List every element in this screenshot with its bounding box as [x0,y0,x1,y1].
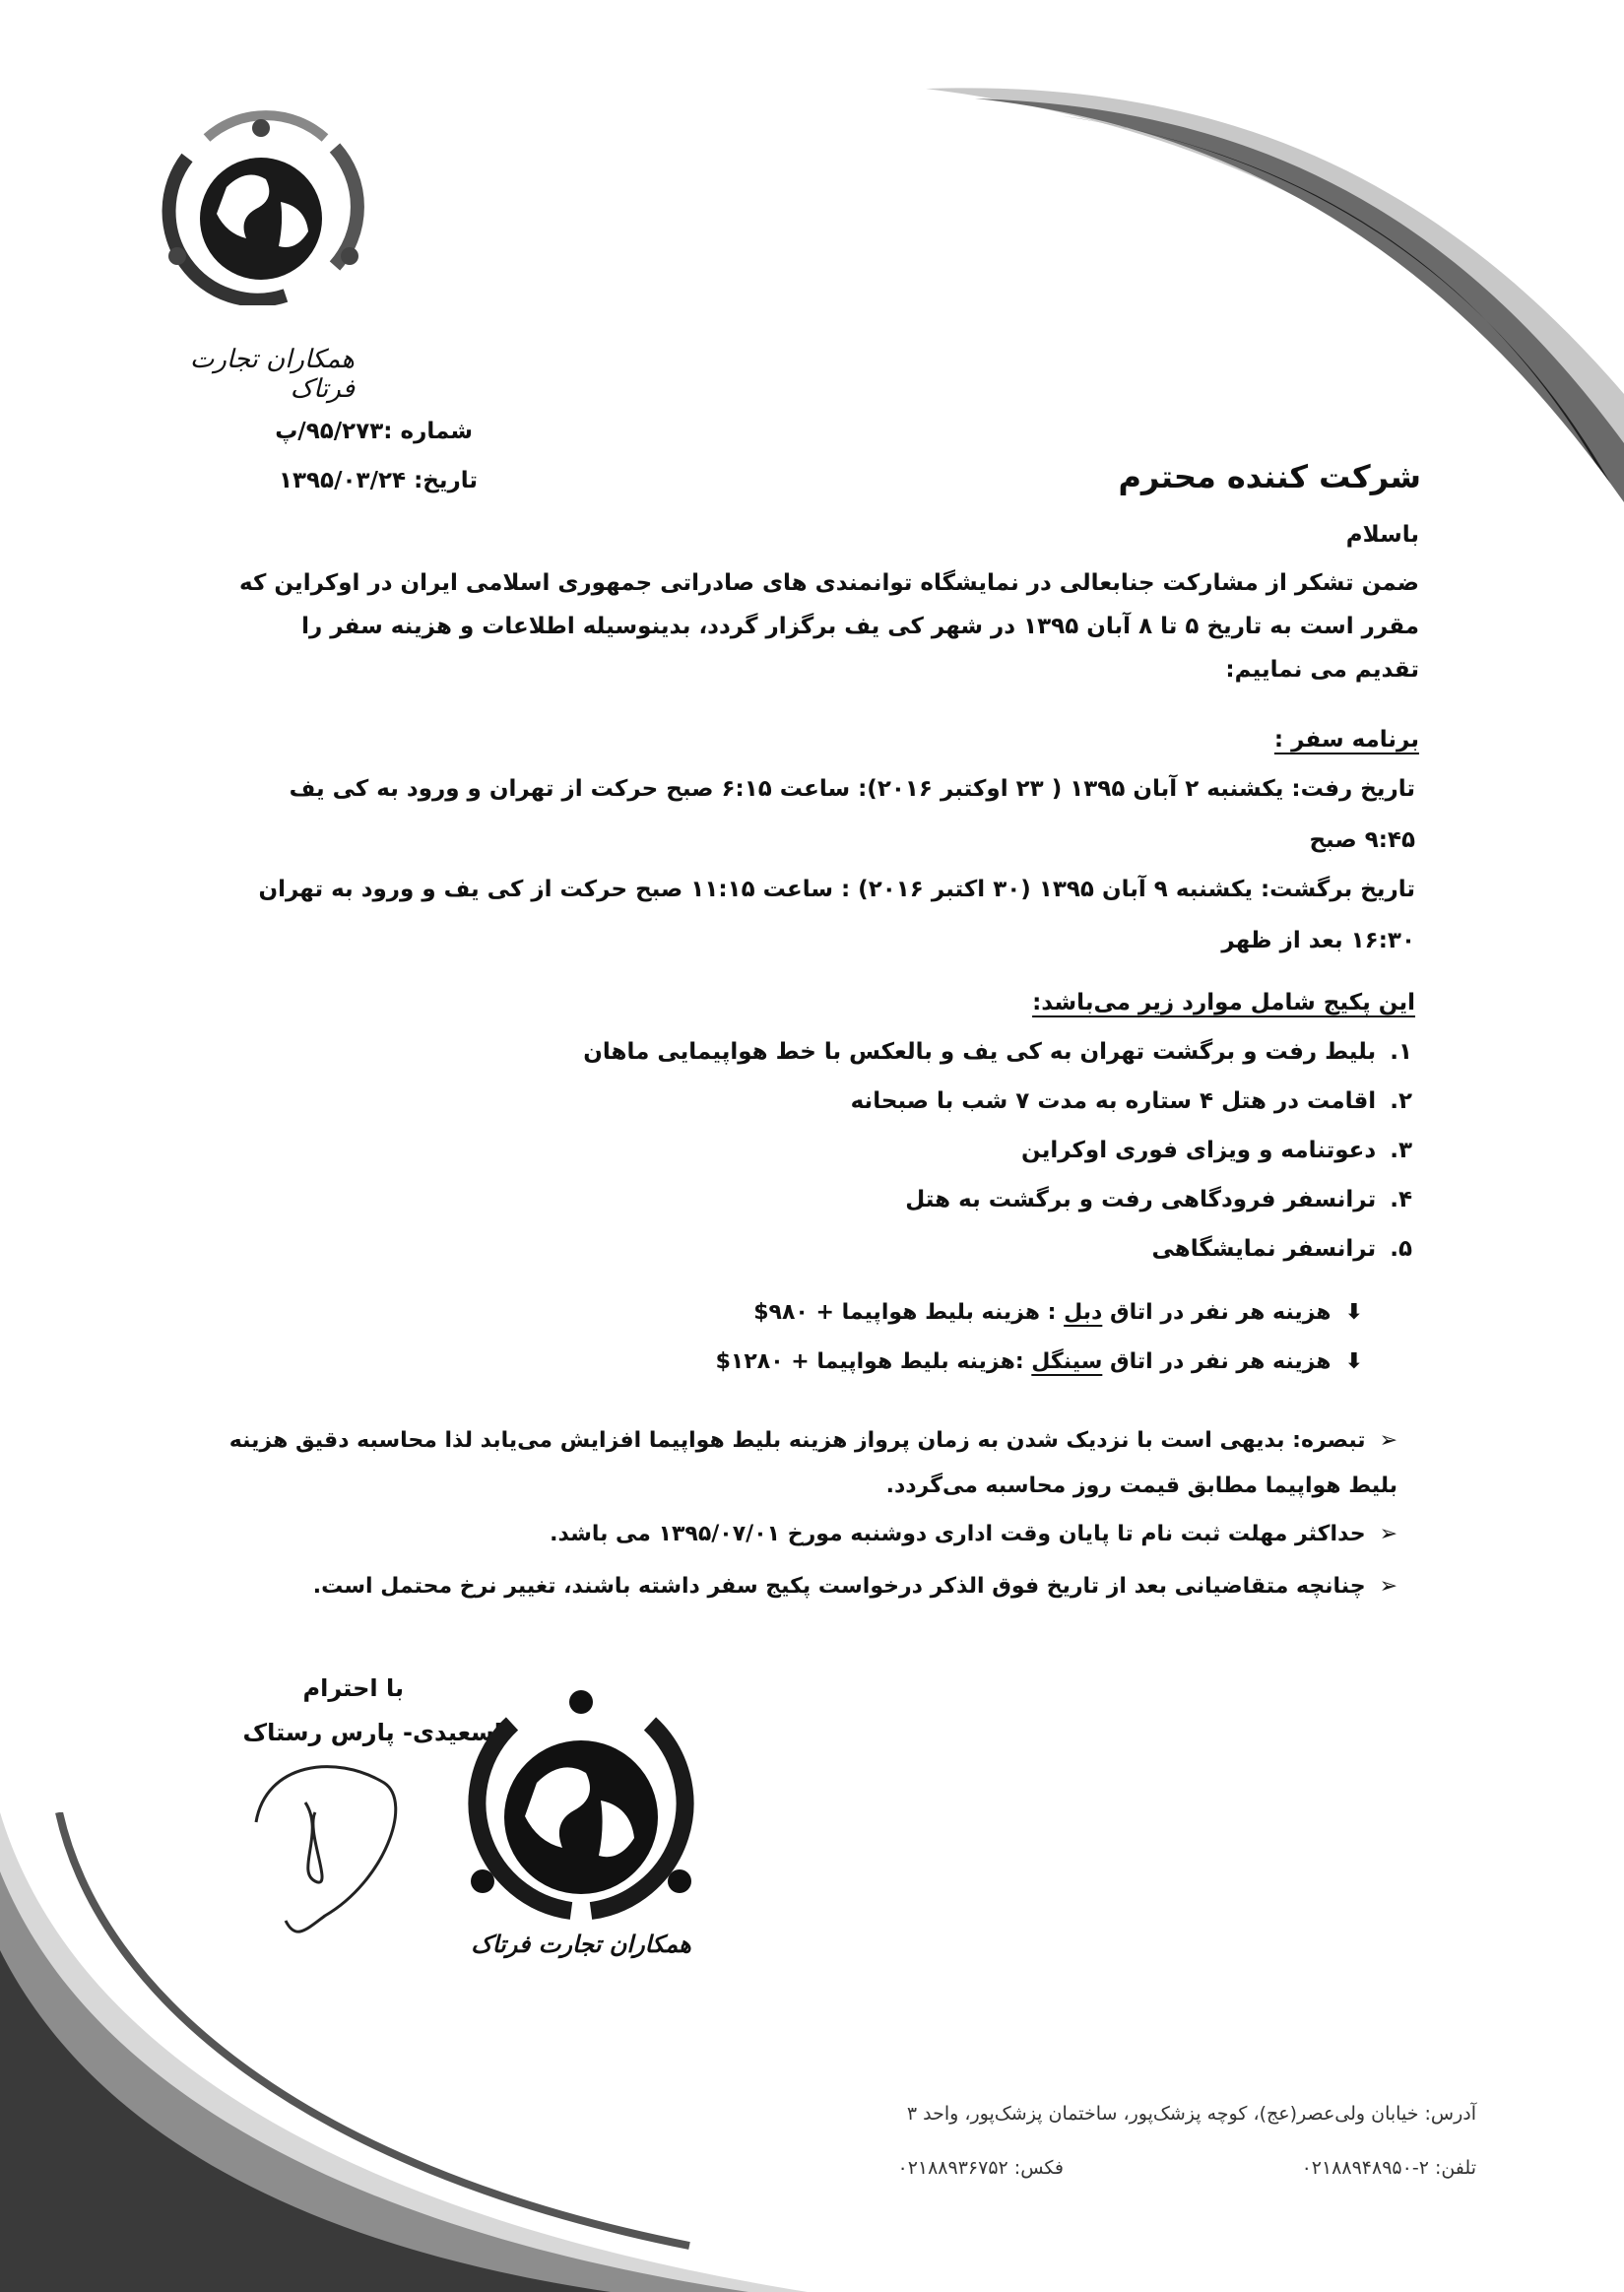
letter-date [227,468,478,493]
cost-double [753,1300,1363,1325]
company-logo [148,108,374,305]
cost-pre: هزینه هر نفر در اتاق [1102,1300,1332,1325]
company-stamp [453,1684,709,1931]
cost-post: : هزینه بلیط هواپیما + ۹۸۰$ [753,1300,1065,1325]
package-item [851,1088,1412,1114]
note-item [313,1574,1397,1599]
check-arrow-icon: ➢ [1379,1428,1397,1453]
package-item [583,1039,1412,1065]
package-item [905,1187,1412,1212]
number-label: شماره : [383,419,473,444]
footer-address: آدرس: خیابان ولی‌عصر(عج)، کوچه پزشک‌پور، ساختمان پزشک‌پور، واحد ۳ [906,2103,1476,2125]
package-item [1152,1236,1413,1262]
room-type: دبل [1064,1300,1103,1325]
note-text: تبصره: بدیهی است با نزدیک شدن به زمان پرواز هزینه بلیط هواپیما افزایش می‌یابد لذا محاسبه دقیق هزینه بلیط هواپیما مطابق قیمت روز محاسبه می‌گردد. [228,1428,1397,1498]
departure-schedule: تاریخ رفت: یکشنبه ۲ آبان ۱۳۹۵ ( ۲۳ اوکتبر ۲۰۱۶): ساعت ۶:۱۵ صبح حرکت از تهران و ورود به کی یف ۹:۴۵ صبح [289,776,1415,853]
note-item [550,1522,1397,1546]
cost-pre: هزینه هر نفر در اتاق [1102,1349,1332,1374]
item-number: ۴. [1390,1187,1412,1212]
return-schedule: تاریخ برگشت: یکشنبه ۹ آبان ۱۳۹۵ (۳۰ اکتبر ۲۰۱۶) : ساعت ۱۱:۱۵ صبح حرکت از کی یف و ورود به تهران ۱۶:۳۰ بعد از ظهر [258,877,1415,953]
logo-caption: همکاران تجارت فرتاک [189,345,355,404]
item-text: دعوتنامه و ویزای فوری اوکراین [1021,1138,1377,1163]
item-text: بلیط رفت و برگشت تهران به کی یف و بالعکس با خط هواپیمایی ماهان [583,1039,1377,1065]
package-item [1021,1138,1412,1163]
addressee: شرکت کننده محترم [1118,458,1421,495]
greeting: باسلام [1345,522,1419,548]
item-text: اقامت در هتل ۴ ستاره به مدت ۷ شب با صبحانه [850,1088,1377,1114]
item-text: ترانسفر فرودگاهی رفت و برگشت به هتل [905,1187,1377,1212]
date-label: تاریخ: [414,468,478,493]
footer-phone: تلفن: ۲-۰۲۱۸۸۹۴۸۹۵۰ [1301,2157,1476,2179]
closing: با احترام [302,1674,404,1702]
item-number: ۲. [1390,1088,1412,1114]
item-number: ۱. [1390,1039,1412,1065]
arrow-down-icon: ⬇ [1344,1300,1363,1325]
globe-logo-icon [148,108,374,305]
package-title: این پکیج شامل موارد زیر می‌باشد: [1032,990,1415,1015]
top-right-ribbon [886,69,1624,502]
number-value: ۹۵/۲۷۳/پ [275,419,384,444]
note-text: حداکثر مهلت ثبت نام تا پایان وقت اداری دوشنبه مورخ ۱۳۹۵/۰۷/۰۱ می باشد. [550,1522,1366,1546]
intro-paragraph: ضمن تشکر از مشارکت جنابعالی در نمایشگاه توانمندی های صادراتی جمهوری اسلامی ایران در اوکراین که مقرر است به تاریخ ۵ تا ۸ آبان ۱۳۹۵ در شهر کی یف برگزار گردد، بدینوسیله اطلاعات و هزینه سفر را تقدیم می نماییم: [239,570,1419,683]
signature [246,1743,414,1940]
footer-fax: فکس: ۰۲۱۸۸۹۳۶۷۵۲ [897,2157,1064,2179]
stamp-caption: همکاران تجارت فرتاک [471,1931,691,1958]
item-number: ۵. [1390,1236,1412,1262]
signatory: اسعیدی- پارس رستاک [242,1719,502,1746]
note-item [226,1418,1397,1509]
program-title: برنامه سفر : [1273,727,1419,753]
check-arrow-icon: ➢ [1379,1522,1397,1546]
room-type: سینگل [1031,1349,1103,1374]
item-number: ۳. [1390,1138,1412,1163]
cost-single [716,1349,1363,1374]
cost-post: :هزینه بلیط هواپیما + ۱۲۸۰$ [715,1349,1032,1374]
note-text: چنانچه متقاضیانی بعد از تاریخ فوق الذکر درخواست پکیج سفر داشته باشند، تغییر نرخ محتمل است. [312,1574,1366,1599]
letter-number [227,419,473,444]
item-text: ترانسفر نمایشگاهی [1151,1236,1377,1262]
check-arrow-icon: ➢ [1379,1574,1397,1599]
date-value: ۱۳۹۵/۰۳/۲۴ [278,468,407,493]
arrow-down-icon: ⬇ [1344,1349,1363,1374]
